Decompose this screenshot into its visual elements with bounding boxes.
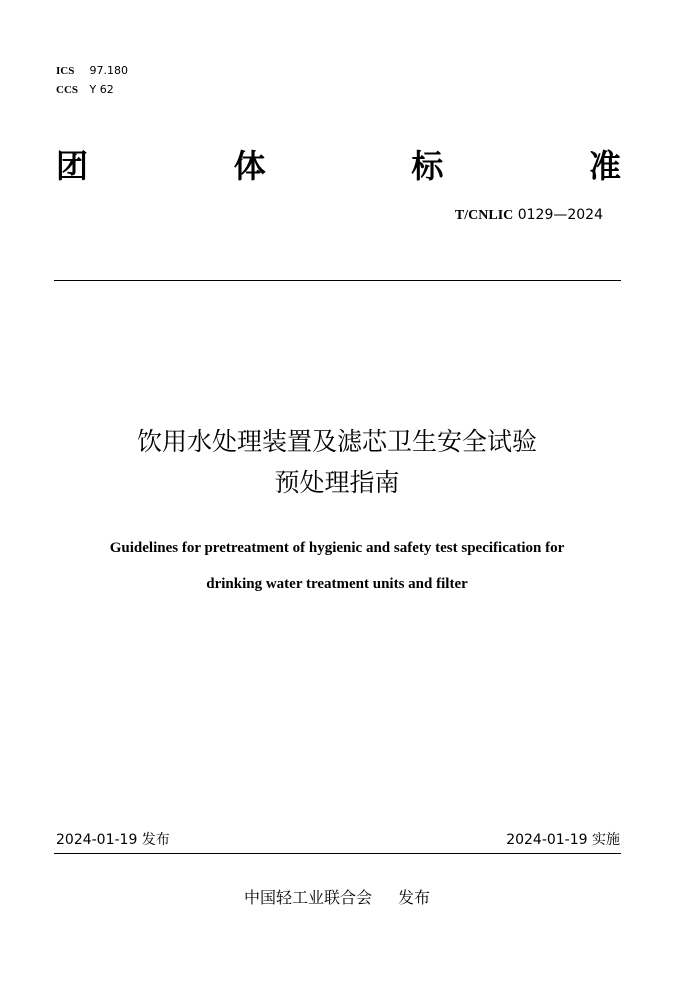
- english-title-line-2: drinking water treatment units and filter: [206, 576, 468, 592]
- standard-number-prefix: T/CNLIC: [454, 208, 514, 223]
- heading-char-1: 团: [56, 147, 89, 185]
- standard-number-value: 0129—2024: [517, 207, 603, 223]
- chinese-title-line-2: 预处理指南: [274, 468, 400, 497]
- publisher-line: [0, 887, 674, 909]
- implementation-date: 2024-01-19 实施: [506, 832, 620, 848]
- ccs-classification: [56, 83, 114, 97]
- ccs-code: Y 62: [89, 83, 114, 96]
- top-divider: [54, 280, 621, 281]
- ics-code: 97.180: [89, 64, 128, 77]
- publisher-action: 发布: [398, 888, 431, 907]
- document-type-heading: [56, 146, 621, 186]
- heading-char-3: 标: [411, 147, 444, 185]
- ics-label: ICS: [56, 65, 75, 77]
- heading-char-2: 体: [233, 147, 266, 185]
- standard-number: [455, 206, 603, 225]
- issue-date: 2024-01-19 发布: [56, 832, 170, 848]
- ccs-label: CCS: [56, 84, 79, 96]
- ics-classification: [56, 64, 128, 78]
- heading-char-4: 准: [588, 147, 621, 185]
- publisher-name: 中国轻工业联合会: [243, 888, 372, 907]
- chinese-title-line-1: 饮用水处理装置及滤芯卫生安全试验: [136, 427, 537, 456]
- bottom-divider: [54, 853, 621, 854]
- english-title-line-1: Guidelines for pretreatment of hygienic and safety test specification for: [109, 540, 565, 556]
